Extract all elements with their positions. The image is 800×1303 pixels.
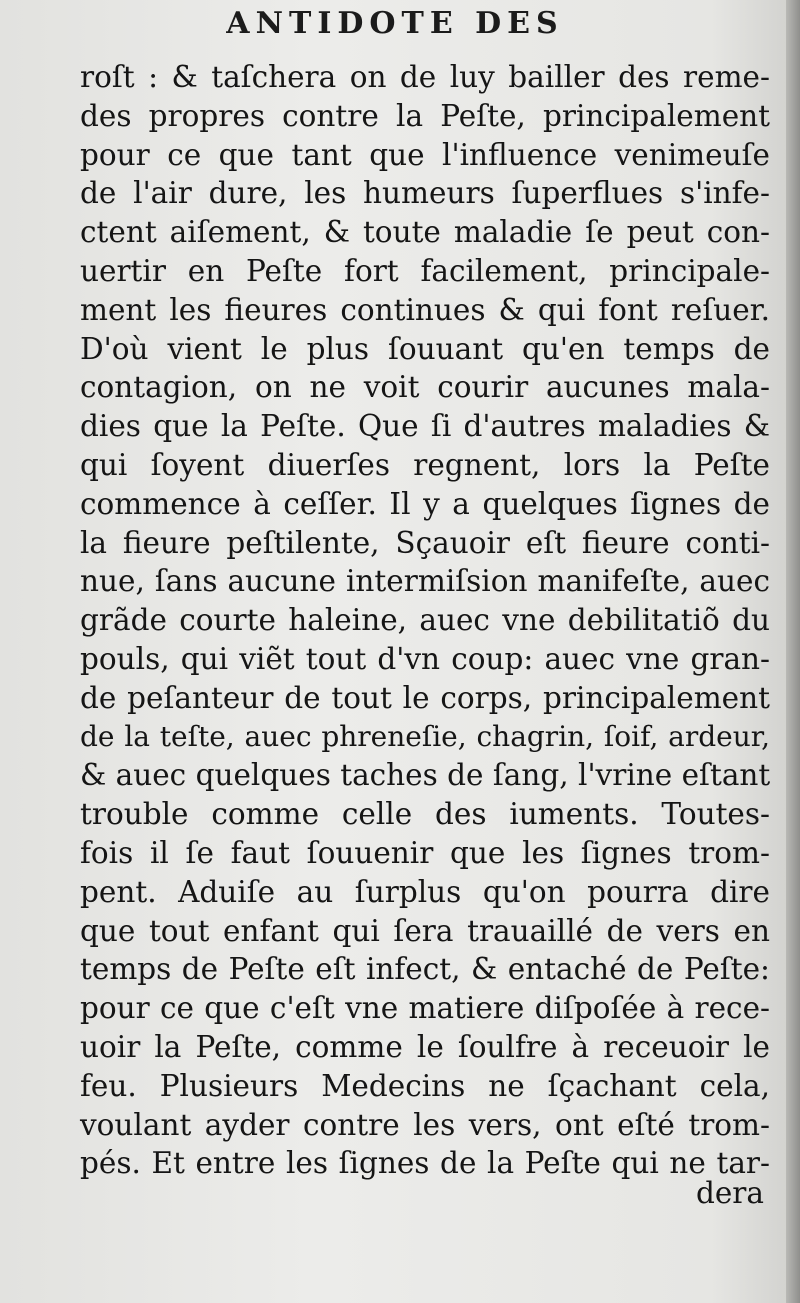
catchword: dera (695, 1176, 764, 1210)
text-line: & auec quelques taches de ſang, l'vrine eſtant (80, 758, 771, 793)
text-line: de la teſte, auec phreneſie, chagrin, ſoif, ardeur, (80, 719, 770, 753)
text-line: commence à ceſſer. Il y a quelques ſignes de (80, 486, 770, 521)
running-head: ANTIDOTE DES (226, 6, 564, 41)
text-line: pés. Et entre les ſignes de la Peſte qui ne tar- (80, 1146, 770, 1181)
text-line: pent. Aduiſe au ſurplus qu'on pourra dire (80, 874, 770, 909)
text-line: grãde courte haleine, auec vne debilitatiõ du (80, 603, 770, 638)
text-line: pouls, qui viẽt tout d'vn coup: auec vne gran- (80, 641, 770, 676)
text-line: de peſanteur de tout le corps, principalement (80, 680, 770, 715)
text-line: roſt : & taſchera on de luy bailler des reme- (80, 60, 770, 94)
text-line: qui ſoyent diuerſes regnent, lors la Peſte (80, 447, 770, 482)
text-line: ctent aiſement, & toute maladie ſe peut con- (80, 215, 770, 250)
text-line: que tout enfant qui ſera trauaillé de vers en (80, 913, 770, 948)
text-line: pour ce que c'eſt vne matiere diſpoſée à rece- (80, 991, 770, 1026)
text-line: feu. Plusieurs Medecins ne ſçachant cela, (80, 1068, 770, 1103)
text-line: des propres contre la Peſte, principalement (80, 98, 770, 133)
body-text (80, 58, 770, 1183)
text-line: fois il ſe faut ſouuenir que les ſignes trom- (80, 835, 770, 870)
text-line: temps de Peſte eſt infect, & entaché de Peſte: (80, 952, 770, 987)
text-line: voulant ayder contre les vers, ont eſté trom- (80, 1107, 770, 1142)
text-line: trouble comme celle des iuments. Toutes- (80, 797, 770, 832)
text-line: pour ce que tant que l'influence venimeuſe (80, 137, 770, 172)
text-line: uoir la Peſte, comme le ſoulfre à receuoir le (80, 1029, 770, 1064)
text-line: de l'air dure, les humeurs ſuperflues s'infe- (80, 176, 770, 211)
text-line: la fieure peſtilente, Sçauoir eſt fieure conti- (80, 525, 770, 560)
text-line: D'où vient le plus ſouuant qu'en temps de (80, 331, 770, 366)
text-line: contagion, on ne voit courir aucunes mala- (80, 370, 770, 405)
text-line: ment les fieures continues & qui font reſuer. (80, 292, 770, 327)
text-line: nue, ſans aucune intermiſsion manifeſte, auec (80, 564, 770, 599)
text-line: uertir en Peſte fort facilement, principale- (80, 253, 770, 288)
catchword-row (80, 1176, 770, 1210)
book-spine-shadow (786, 0, 800, 1303)
text-line: dies que la Peſte. Que ſi d'autres maladies & (80, 409, 770, 444)
